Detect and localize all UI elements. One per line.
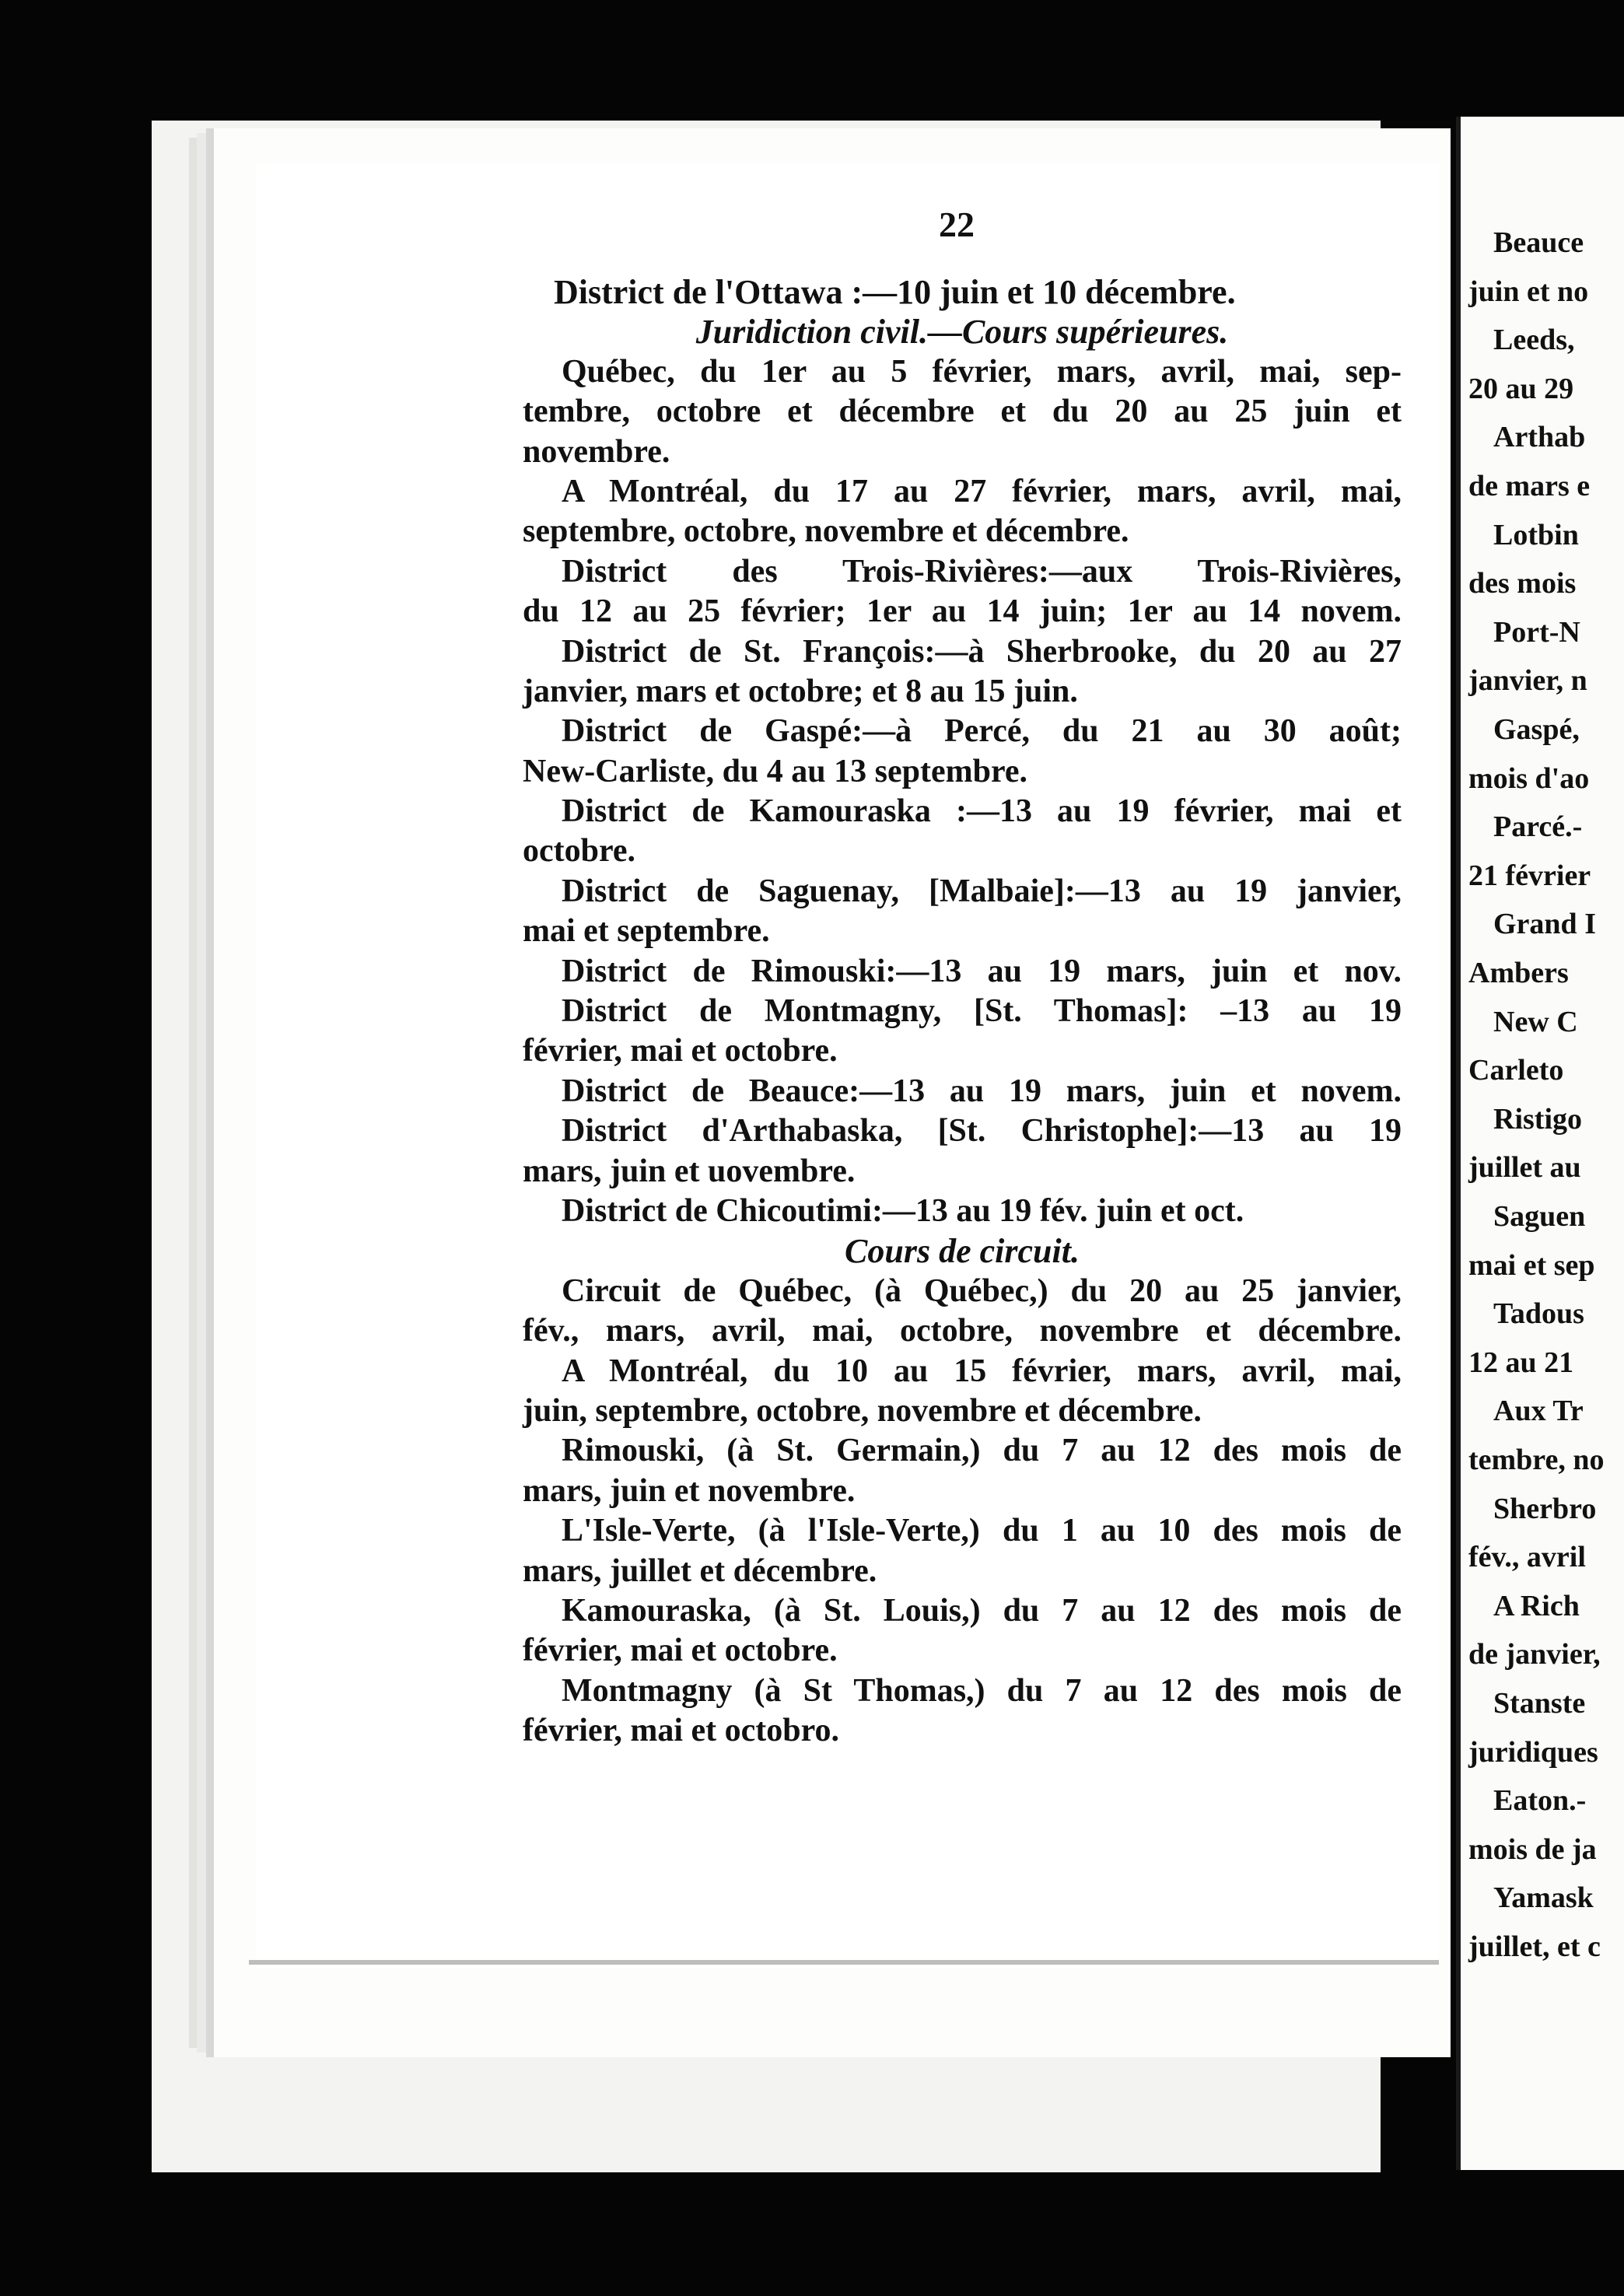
text-line: District de Rimouski:—13 au 19 mars, juin et nov.	[562, 953, 1402, 989]
facing-page-line: 20 au 29	[1468, 372, 1574, 405]
text-line: février, mai et octobre.	[523, 1033, 838, 1069]
text-line: Cours de circuit.	[845, 1232, 1080, 1271]
facing-page-line: Sherbro	[1493, 1492, 1597, 1525]
facing-page-line: juridiques	[1468, 1735, 1598, 1769]
text-line: Circuit de Québec, (à Québec,) du 20 au 25 janvier,	[562, 1272, 1402, 1309]
facing-page-line: Lotbin	[1493, 518, 1579, 551]
facing-page-line: 21 février	[1468, 859, 1591, 892]
facing-page-line: des mois	[1468, 567, 1577, 600]
text-line: fév., mars, avril, mai, octobre, novembre et décembre.	[523, 1313, 1402, 1349]
facing-page-line: Port-N	[1493, 615, 1580, 649]
facing-page-line: Ambers	[1468, 957, 1569, 989]
text-line: District de Saguenay, [Malbaie]:—13 au 19 janvier,	[562, 873, 1402, 909]
text-line: Juridiction civil.—Cours supérieures.	[695, 313, 1229, 352]
text-line: A Montréal, du 10 au 15 février, mars, avril, mai,	[562, 1353, 1402, 1389]
text-line: Rimouski, (à St. Germain,) du 7 au 12 des mois de	[562, 1433, 1402, 1469]
facing-page-line: Ristigo	[1493, 1102, 1582, 1136]
text-line: Kamouraska, (à St. Louis,) du 7 au 12 des mois de	[562, 1592, 1402, 1629]
facing-page-line: janvier, n	[1468, 664, 1587, 698]
text-line: District de Beauce:—13 au 19 mars, juin et novem.	[562, 1073, 1402, 1109]
text-line: District de Chicoutimi:—13 au 19 fév. juin et oct.	[562, 1192, 1244, 1229]
facing-page-line: Aux Tr	[1493, 1395, 1584, 1428]
facing-page	[1456, 117, 1624, 2170]
facing-page-line: Tadous	[1493, 1297, 1584, 1331]
text-line: novembre.	[523, 433, 670, 470]
facing-page-line: mois d'ao	[1468, 761, 1590, 795]
text-line: septembre, octobre, novembre et décembre.	[523, 513, 1129, 550]
facing-page-line: Arthab	[1493, 421, 1586, 454]
facing-page-line: de mars e	[1468, 470, 1591, 502]
facing-page-line: Yamask	[1493, 1881, 1594, 1915]
text-line: mars, juin et uovembre.	[523, 1153, 856, 1189]
text-line: District de Gaspé:—à Percé, du 21 au 30 août;	[562, 713, 1402, 750]
text-line: tembre, octobre et décembre et du 20 au 25 juin et	[523, 394, 1402, 430]
text-line: mars, juillet et décembre.	[523, 1552, 877, 1589]
facing-page-line: Saguen	[1493, 1200, 1586, 1233]
text-line: du 12 au 25 février; 1er au 14 juin; 1er au 14 novem.	[523, 593, 1402, 630]
text-line: District des Trois-Rivières:—aux Trois-Rivières,	[562, 553, 1402, 590]
facing-page-line: de janvier,	[1468, 1638, 1601, 1671]
text-line: District de Montmagny, [St. Thomas]: –13 au 19	[562, 993, 1402, 1030]
facing-page-line: 12 au 21	[1468, 1346, 1574, 1379]
text-line: janvier, mars et octobre; et 8 au 15 juin.	[523, 673, 1078, 709]
facing-page-line: Carleto	[1468, 1054, 1564, 1087]
facing-page-line: Eaton.-	[1493, 1784, 1587, 1818]
text-line: octobre.	[523, 833, 636, 870]
facing-page-line: Gaspé,	[1493, 713, 1580, 746]
facing-page-line: Beauce	[1493, 226, 1584, 259]
facing-page-line: fév., avril	[1468, 1541, 1586, 1574]
facing-page-line: Grand I	[1493, 908, 1596, 941]
facing-page-line: juillet au	[1468, 1151, 1581, 1185]
text-line: L'Isle-Verte, (à l'Isle-Verte,) du 1 au 10 des mois de	[562, 1513, 1402, 1549]
page-number: 22	[939, 205, 975, 244]
facing-page-line: Parcé.-	[1493, 810, 1583, 844]
facing-page-line: juillet, et c	[1468, 1930, 1601, 1963]
facing-page-line: New C	[1493, 1005, 1578, 1038]
facing-page-line: mois de ja	[1468, 1832, 1597, 1866]
text-line: District de Kamouraska :—13 au 19 février, mai et	[562, 793, 1402, 830]
text-line: Montmagny (à St Thomas,) du 7 au 12 des mois de	[562, 1672, 1402, 1709]
facing-page-line: juin et no	[1468, 275, 1589, 308]
text-line: A Montréal, du 17 au 27 février, mars, avril, mai,	[562, 473, 1402, 509]
facing-page-line: A Rich	[1493, 1589, 1580, 1622]
facing-page-line: Leeds,	[1493, 324, 1575, 357]
page-text-block	[523, 272, 1402, 1751]
text-line: New-Carliste, du 4 au 13 septembre.	[523, 753, 1027, 789]
facing-page-line: tembre, no	[1468, 1444, 1605, 1476]
text-line: février, mai et octobro.	[523, 1713, 840, 1749]
facing-page-line: Stanste	[1493, 1687, 1586, 1720]
text-line: mars, juin et novembre.	[523, 1472, 856, 1509]
text-line: mai et septembre.	[523, 913, 770, 950]
page-bottom-edge	[249, 1960, 1439, 1965]
text-line: District de l'Ottawa :—10 juin et 10 décembre.	[554, 273, 1236, 311]
text-line: District d'Arthabaska, [St. Christophe]:—13 au 19	[562, 1113, 1402, 1150]
text-line: Québec, du 1er au 5 février, mars, avril, mai, sep-	[562, 353, 1402, 390]
text-line: février, mai et octobre.	[523, 1633, 838, 1669]
text-line: juin, septembre, octobre, novembre et décembre.	[523, 1392, 1202, 1429]
text-line: District de St. François:—à Sherbrooke, du 20 au 27	[562, 633, 1402, 670]
facing-page-line: mai et sep	[1468, 1248, 1595, 1282]
